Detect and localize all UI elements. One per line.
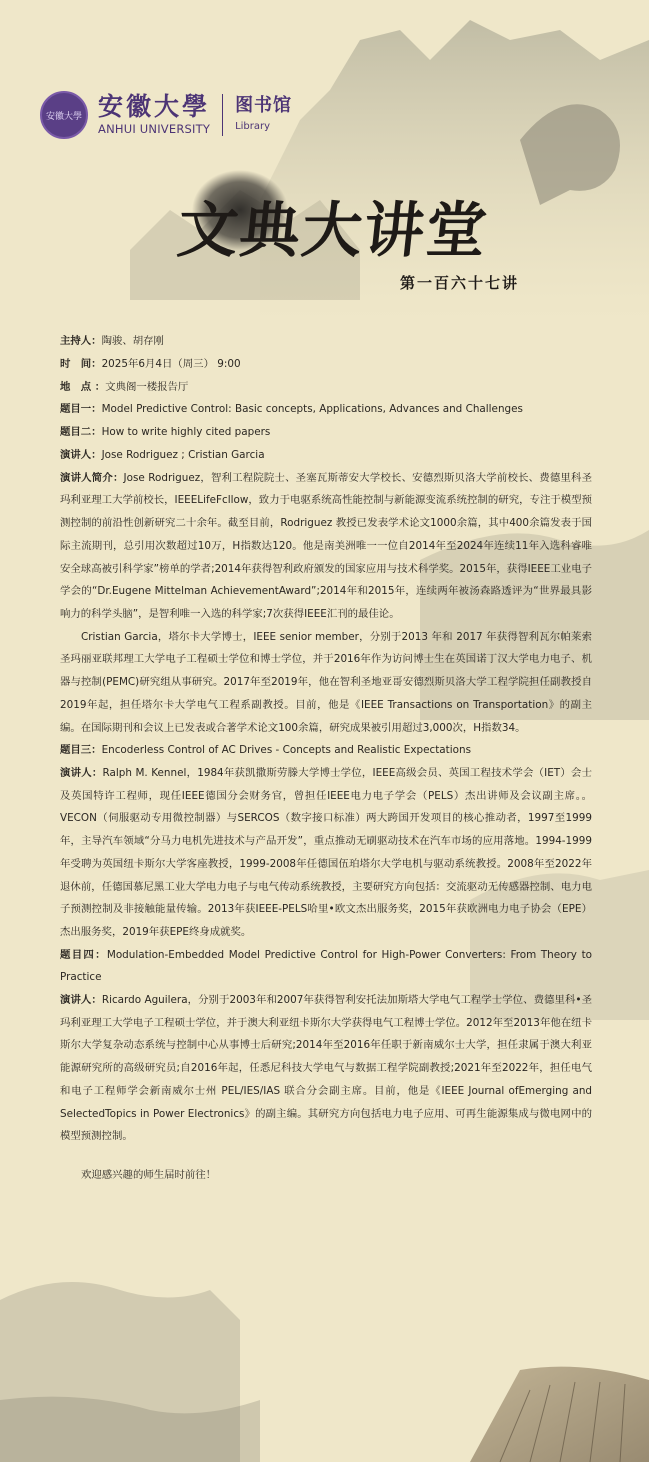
garcia-bio: Cristian Garcia，塔尔卡大学博士，IEEE senior member，分别于2013 年和 2017 年获得智利瓦尔帕莱索圣玛丽亚联邦理工大学电子工程硕士学位和博士学位，并于2016年作为访问博士生在英国诺丁汉大学电力电子、机器与控制(PEMC)研究组从事研究。2017年至2019年，他在智利圣地亚哥安德烈斯贝洛大学工程学院担任副教授自2019年起，担任塔尔卡大学电气工程系副教授。目前，他是《IEEE Transactions on Transportation》的副主编。在国际期刊和会议上已发表或合著学术论文100余篇，研究成果被引用超过3,000次，H指数34。 bbox=[60, 630, 592, 734]
topic4-title: Modulation-Embedded Model Predictive Control for High-Power Converters: From Theory to Practice bbox=[60, 948, 592, 984]
host-line: 主持人：陶骏、胡存刚 bbox=[60, 335, 164, 347]
library-name-en: Library bbox=[235, 121, 271, 132]
topic3-line: 题目三：Encoderless Control of AC Drives - Concepts and Realistic Expectations bbox=[60, 744, 471, 757]
header-divider bbox=[222, 94, 223, 136]
topic2-line: 题目二：How to write highly cited papers bbox=[60, 426, 271, 439]
library-header bbox=[40, 90, 292, 140]
place-line: 地 点 ：文典阁一楼报告厅 bbox=[60, 380, 189, 393]
topic2-title: How to write highly cited papers bbox=[101, 426, 271, 439]
rodriguez-bio: 演讲人简介：Jose Rodriguez，智利工程院院士、圣塞瓦斯蒂安大学校长、安德烈斯贝洛大学前校长、费德里科圣玛利亚理工大学前校长，IEEELifeFcllow，致力于电驱系统高性能控制与新能源变流系统控制的研究，专注于模型预测控制的前沿性创新研究二十余年。截至目前，Rodriguez 教授已发表学术论文1000余篇，其中400余篇发表于国际主流期刊，总引用次数超过10万，H指数达120。他是南美洲唯一一位自2014年至2024年连续11年入选科睿唯安全球高被引科学家”榜单的学者;2014年获得智利政府颁发的国家应用与技术科学奖。2015年，获得IEEE工业电子学会的“Dr.Eugene Mittelman AchievementAward”;2014年和2015年，连续两年被汤森路透评为“世界最具影响力的科学头脑”，是智利唯一入选的科学家;7次获得IEEE汇刊的最佳论。 bbox=[60, 471, 593, 620]
time-line: 时 间：2025年6月4日（周三） 9:00 bbox=[60, 357, 241, 370]
library-name-block bbox=[235, 94, 292, 136]
topic4-line: 题目四：Modulation-Embedded Model Predictive Control for High-Power Converters: From Theory to Practice bbox=[60, 948, 592, 984]
folding-fan-illustration bbox=[470, 1367, 649, 1462]
kennel-bio: 演讲人：Ralph M. Kennel，1984年获凯撒斯劳滕大学博士学位，IEEE高级会员、英国工程技术学会（IET）会士及英国特许工程师，现任IEEE德国分会财务官，曾担任IEEE电力电子学会（PELS）杰出讲师及会议副主席。。VECON（伺服驱动专用微控制器）与SERCOS（数字接口标准）两大跨国开发项目的核心推动者，1997至1999年，主导汽车领域“分马力电机先进技术与产品开发”，重点推动无刷驱动技术在汽车市场的应用落地。1994-1999年受聘为英国纽卡斯尔大学客座教授，1999-2008年任德国伍珀塔尔大学电机与驱动系统教授。2008年至2022年退休前，任德国慕尼黑工业大学电力电子与电气传动系统教授，主要研究方向包括：交流驱动无传感器控制、电力电子预测控制及非接触能量传输。2013年获IEEE-PELS哈里•欧文杰出服务奖，2015年获欧洲电力电子协会（EPE）杰出服务奖，2019年获EPE终身成就奖。 bbox=[60, 767, 593, 938]
library-name-cn: 图书馆 bbox=[235, 95, 293, 116]
host-names: 陶骏、胡存刚 bbox=[101, 335, 164, 347]
speaker12-line: 演讲人：Jose Rodriguez ; Cristian Garcia bbox=[60, 448, 265, 461]
event-time: 2025年6月4日（周三） 9:00 bbox=[101, 357, 241, 370]
topic1-line: 题目一：Model Predictive Control: Basic concepts, Applications, Advances and Challenges bbox=[60, 403, 523, 416]
university-name-block bbox=[98, 93, 210, 137]
university-name-en: ANHUI UNIVERSITY bbox=[98, 122, 211, 136]
aguilera-bio: 演讲人：Ricardo Aguilera，分别于2003年和2007年获得智利安托法加斯塔大学电气工程学士学位、费德里科•圣玛利亚理工大学电子工程硕士学位，并于澳大利亚纽卡斯尔大学获得电气工程博士学位。2012年至2013年他在纽卡斯尔大学复杂动态系统与控制中心从事博士后研究;2014年至2016年任职于新南威尔士大学，担任隶属于澳大利亚能源研究所的高级研究员;自2016年起，任悉尼科技大学电气与数据工程学院副教授;2021年至2022年，担任电气和电子工程师学会新南威尔士州 PEL/IES/IAS 联合分会副主席。目前，他是《IEEE Journal ofEmerging and SelectedTopics in Power Electronics》的副主编。其研究方向包括电力电子应用、可再生能源集成与微电网中的模型预测控制。 bbox=[60, 994, 593, 1143]
lecture-details bbox=[60, 330, 592, 1196]
topic1-title: Model Predictive Control: Basic concepts, Applications, Advances and Challenges bbox=[101, 403, 523, 416]
speaker12-names: Jose Rodriguez ; Cristian Garcia bbox=[101, 448, 265, 461]
lecture-series-title: 文典大讲堂 bbox=[174, 196, 492, 266]
closing-invitation: 欢迎感兴趣的师生届时前往！ bbox=[81, 1168, 217, 1181]
anhui-university-seal-icon: 安徽大學 bbox=[40, 91, 88, 139]
event-place: 文典阁一楼报告厅 bbox=[105, 380, 189, 393]
lecture-number: 第一百六十七讲 bbox=[400, 274, 520, 292]
university-name-cn: 安徽大學 bbox=[98, 92, 211, 121]
topic3-title: Encoderless Control of AC Drives - Concepts and Realistic Expectations bbox=[101, 744, 471, 757]
